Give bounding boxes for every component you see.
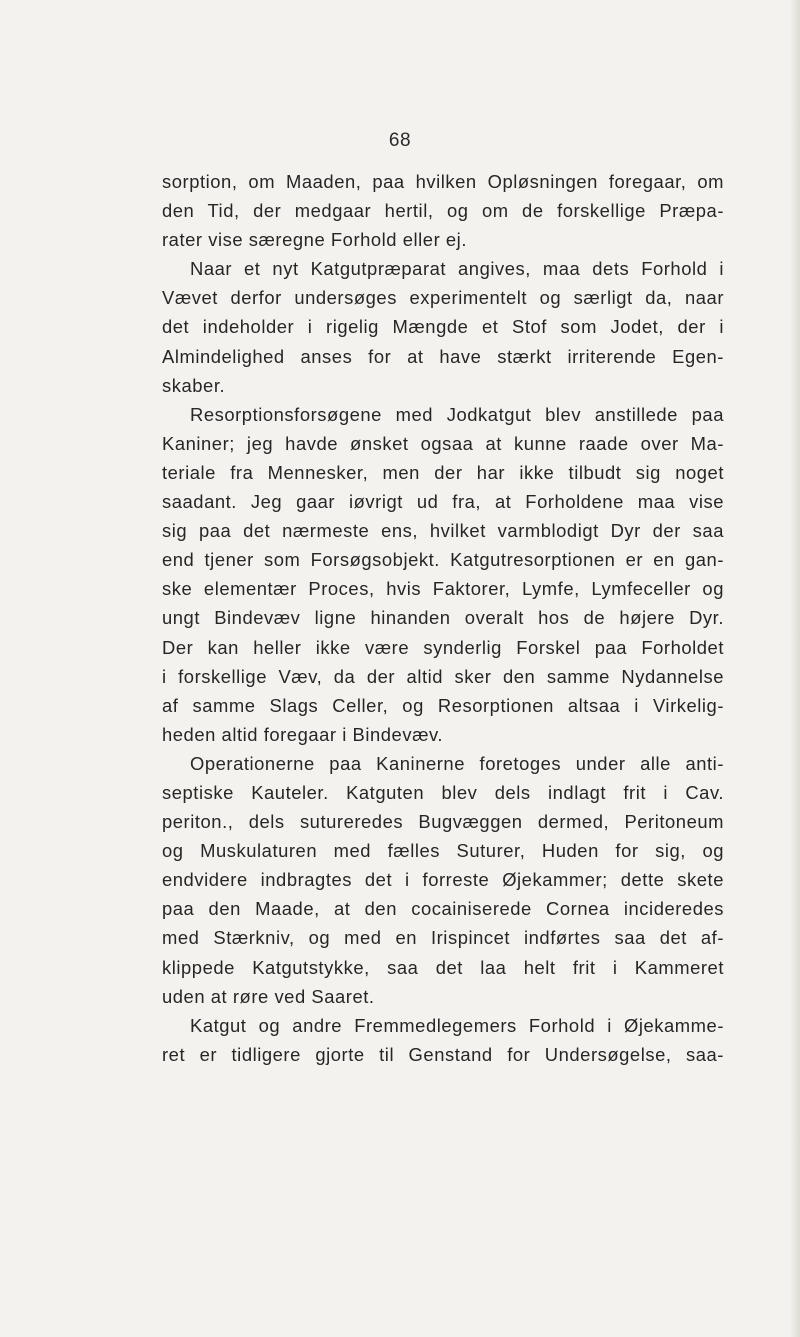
text-line: den Tid, der medgaar hertil, og om de forskellige Præpa- <box>162 200 724 222</box>
text-line: i forskellige Væv, da der altid sker den samme Nydannelse <box>162 665 724 687</box>
text-line: heden altid foregaar i Bindevæv. <box>162 723 444 745</box>
text-line: Vævet derfor undersøges experimentelt og særligt da, naar <box>162 287 724 309</box>
text-line: og Muskulaturen med fælles Suturer, Huden for sig, og <box>162 840 724 862</box>
text-line: uden at røre ved Saaret. <box>162 985 375 1007</box>
page-number: 68 <box>388 130 412 151</box>
text-line: ske elementær Proces, hvis Faktorer, Lymfe, Lymfeceller og <box>162 578 724 600</box>
text-line: Katgut og andre Fremmedlegemers Forhold i Øjekamme- <box>190 1014 724 1036</box>
text-line: saadant. Jeg gaar iøvrigt ud fra, at Forholdene maa vise <box>162 491 724 513</box>
text-line: klippede Katgutstykke, saa det laa helt frit i Kammeret <box>162 956 724 978</box>
text-line: endvidere indbragtes det i forreste Øjekammer; dette skete <box>162 869 724 891</box>
text-line: paa den Maade, at den cocainiserede Cornea incideredes <box>162 898 724 920</box>
page-edge-shadow <box>790 0 800 1337</box>
text-line: teriale fra Mennesker, men der har ikke tilbudt sig noget <box>162 461 724 483</box>
text-line: Almindelighed anses for at have stærkt irriterende Egen- <box>162 345 724 367</box>
text-line: rater vise særegne Forhold eller ej. <box>162 229 467 251</box>
text-line: af samme Slags Celler, og Resorptionen altsaa i Virkelig- <box>162 694 724 716</box>
text-line: skaber. <box>162 374 226 396</box>
text-line: det indeholder i rigelig Mængde et Stof som Jodet, der i <box>162 316 724 338</box>
text-line: sorption, om Maaden, paa hvilken Opløsningen foregaar, om <box>162 171 724 192</box>
text-line: Operationerne paa Kaninerne foretoges under alle anti- <box>190 752 724 774</box>
text-line: med Stærkniv, og med en Irispincet indførtes saa det af- <box>162 927 724 949</box>
text-line: Naar et nyt Katgutpræparat angives, maa dets Forhold i <box>190 258 724 280</box>
body-text <box>162 167 724 1069</box>
text-line: Resorptionsforsøgene med Jodkatgut blev anstillede paa <box>190 403 724 425</box>
text-line: Kaniner; jeg havde ønsket ogsaa at kunne raade over Ma- <box>162 432 724 454</box>
text-line: Der kan heller ikke være synderlig Forskel paa Forholdet <box>162 636 724 658</box>
text-line: ret er tidligere gjorte til Genstand for Undersøgelse, saa- <box>162 1043 724 1065</box>
text-line: periton., dels sutureredes Bugvæggen dermed, Peritoneum <box>162 811 724 833</box>
text-line: ungt Bindevæv ligne hinanden overalt hos de højere Dyr. <box>162 607 724 629</box>
text-line: end tjener som Forsøgsobjekt. Katgutresorptionen er en gan- <box>162 549 724 571</box>
text-line: septiske Kauteler. Katguten blev dels indlagt frit i Cav. <box>162 781 724 803</box>
text-line: sig paa det nærmeste ens, hvilket varmblodigt Dyr der saa <box>162 520 724 542</box>
